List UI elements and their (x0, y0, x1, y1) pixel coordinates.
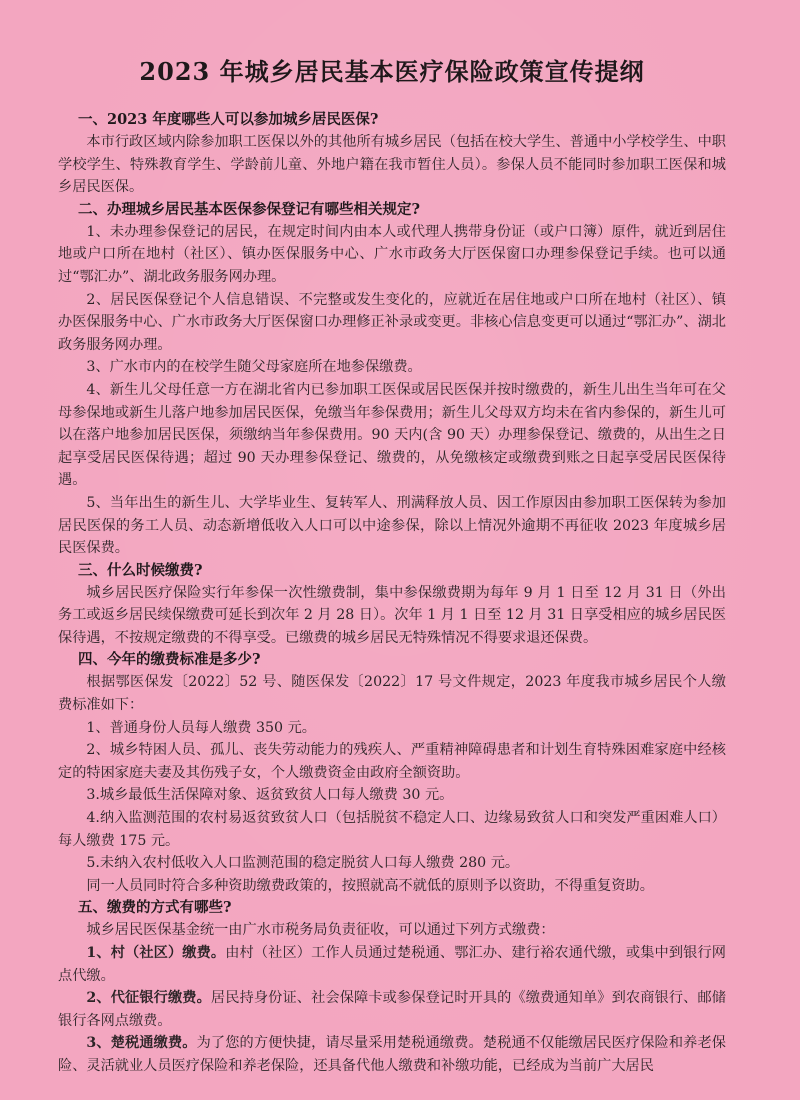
paragraph: 2、居民医保登记个人信息错误、不完整或发生变化的，应就近在居住地或户口所在地村（社区）、镇办医保服务中心、广水市政务大厅医保窗口办理修正补录或变更。非核心信息变更可以通过“鄂汇办”、湖北政务服务网办理。 (58, 291, 726, 353)
paragraph: 4、新生儿父母任意一方在湖北省内已参加职工医保或居民医保并按时缴费的，新生儿出生当年可在父母参保地或新生儿落户地参加居民医保，免缴当年参保费用；新生儿父母双方均未在省内参保的，新生儿可以在落户地参加居民医保，须缴纳当年参保费用。90 天内(含 90 天）办理参保登记、缴费的，从出生之日起享受居民医保待遇；超过 90 天办理参保登记、缴费的，从免缴核定或缴费到账之日起享受居民医保待遇。 (58, 381, 726, 489)
paragraph: 5、当年出生的新生儿、大学毕业生、复转军人、刑满释放人员、因工作原因由参加职工医保转为参加居民医保的务工人员、动态新增低收入人口可以中途参保，除以上情况外逾期不再征收 2023 年度城乡居民医保费。 (58, 494, 726, 557)
paragraph: 1、未办理参保登记的居民，在规定时间内由本人或代理人携带身份证（或户口簿）原件，就近到居住地或户口所在地村（社区）、镇办医保服务中心、广水市政务大厅医保窗口办理参保登记手续。也可以通过“鄂汇办”、湖北政务服务网办理。 (58, 223, 726, 285)
method-text: 居民持身份证、社会保障卡或参保登记时开具的《缴费通知单》到农商银行、邮储银行各网点缴费。 (58, 990, 726, 1029)
paragraph: 4.纳入监测范围的农村易返贫致贫人口（包括脱贫不稳定人口、边缘易致贫人口和突发严重困难人口）每人缴费 175 元。 (58, 810, 726, 849)
payment-method-3 (58, 1032, 726, 1077)
section-heading-4: 四、今年的缴费标准是多少? (78, 651, 261, 669)
section-heading-5: 五、缴费的方式有哪些? (78, 899, 232, 917)
paragraph: 3、广水市内的在校学生随父母家庭所在地参保缴费。 (86, 359, 422, 376)
method-text: 由村（社区）工作人员通过楚税通、鄂汇办、建行裕农通代缴，或集中到银行网点代缴。 (58, 945, 726, 984)
paragraph: 3.城乡最低生活保障对象、返贫致贫人口每人缴费 30 元。 (86, 787, 454, 804)
paragraph: 5.未纳入农村低收入人口监测范围的稳定脱贫人口每人缴费 280 元。 (86, 855, 520, 872)
page-title: 2023 年城乡居民基本医疗保险政策宣传提纲 (139, 57, 645, 86)
paragraph: 本市行政区域内除参加职工医保以外的其他所有城乡居民（包括在校大学生、普通中小学校学生、中职学校学生、特殊教育学生、学龄前儿童、外地户籍在我市暂住人员）。参保人员不能同时参加职工医保和城乡居民医保。 (58, 134, 726, 196)
method-lead: 3、楚税通缴费。 (86, 1035, 197, 1052)
method-lead: 1、村（社区）缴费。 (86, 945, 226, 961)
document-body (58, 52, 726, 1078)
paragraph: 1、普通身份人员每人缴费 350 元。 (86, 719, 316, 736)
section-heading-2: 二、办理城乡居民基本医保参保登记有哪些相关规定? (78, 200, 420, 218)
payment-method-1 (58, 942, 726, 987)
method-lead: 2、代征银行缴费。 (86, 990, 211, 1007)
section-heading-1: 一、2023 年度哪些人可以参加城乡居民医保? (78, 111, 379, 128)
method-text: 为了您的方便快捷，请尽量采用楚税通缴费。楚税通不仅能缴居民医疗保险和养老保险、灵活就业人员医疗保险和养老保险，还具备代他人缴费和补缴功能，已经成为当前广大居民 (58, 1035, 726, 1074)
paragraph: 2、城乡特困人员、孤儿、丧失劳动能力的残疾人、严重精神障碍患者和计划生育特殊困难家庭中经核定的特困家庭夫妻及其伤残子女，个人缴费资金由政府全额资助。 (58, 742, 726, 781)
paragraph: 城乡居民医疗保险实行年参保一次性缴费制，集中参保缴费期为每年 9 月 1 日至 12 月 31 日（外出务工或返乡居民续保缴费可延长到次年 2 月 28 日）。次年 1 月 1 日至 12 月 31 日享受相应的城乡居民医保待遇，不按规定缴费的不得享受。已缴费的城乡居民无特殊情况不得要求退还保费。 (58, 584, 726, 646)
paragraph: 城乡居民医保基金统一由广水市税务局负责征收，可以通过下列方式缴费： (86, 922, 555, 939)
paragraph: 同一人员同时符合多种资助缴费政策的，按照就高不就低的原则予以资助，不得重复资助。 (86, 877, 654, 894)
paragraph: 根据鄂医保发〔2022〕52 号、随医保发〔2022〕17 号文件规定，2023 年度我市城乡居民个人缴费标准如下： (58, 674, 726, 714)
payment-method-2 (58, 987, 726, 1032)
section-heading-3: 三、什么时候缴费? (78, 561, 203, 579)
